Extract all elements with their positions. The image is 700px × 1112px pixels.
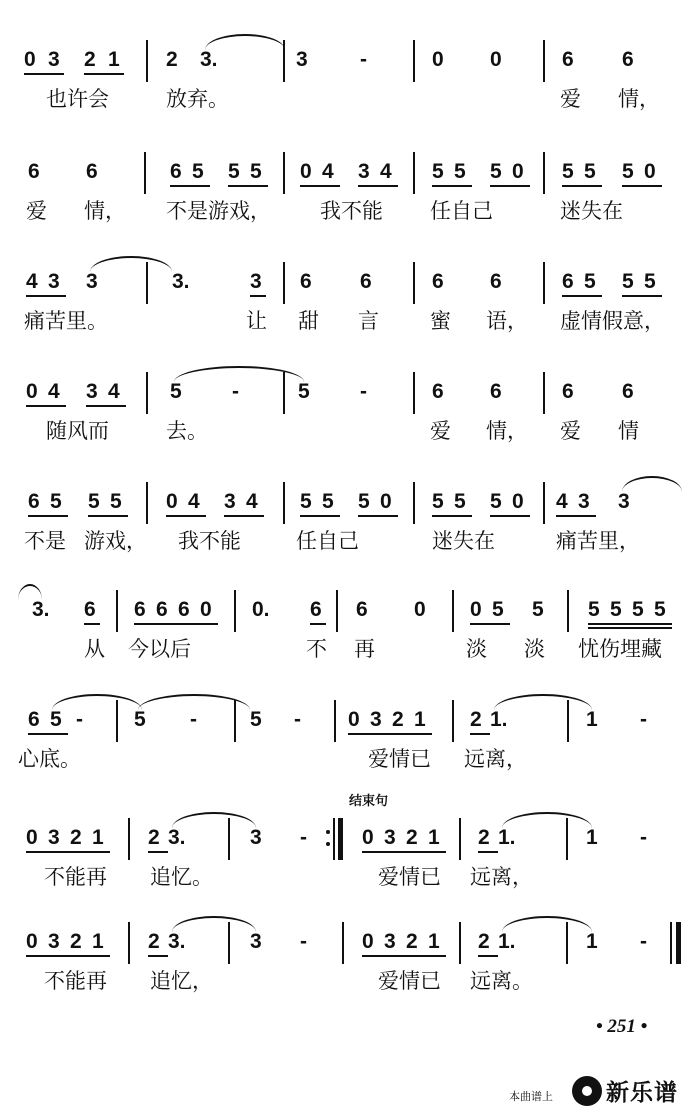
- note: 6: [310, 598, 322, 621]
- lyric-text: 远离。: [470, 969, 533, 993]
- note: 6: [562, 270, 574, 293]
- note: 5: [610, 598, 622, 621]
- note: 2: [166, 48, 178, 71]
- note: 5: [110, 490, 122, 513]
- slur-arc: [18, 584, 42, 600]
- note: 6: [28, 490, 40, 513]
- lyric-text: 迷失在: [432, 529, 495, 553]
- beam-underline: [432, 185, 472, 187]
- note: 1: [92, 826, 104, 849]
- lyric-text: 任自己: [430, 199, 493, 223]
- beam-underline: [478, 955, 498, 957]
- note: 3: [250, 930, 262, 953]
- ending-label: 结束句: [349, 794, 389, 809]
- bar-line: [543, 262, 545, 304]
- slur-arc: [205, 34, 285, 50]
- lyric-text: 从: [84, 637, 105, 661]
- note: 3.: [168, 930, 186, 953]
- note: 3: [618, 490, 630, 513]
- lyric-text: 情，: [84, 199, 126, 223]
- note: 2: [84, 48, 96, 71]
- slur-arc: [502, 812, 592, 828]
- beam-underline: [26, 955, 110, 957]
- bar-line: [234, 590, 236, 632]
- note: 1.: [498, 826, 516, 849]
- bar-line: [413, 372, 415, 414]
- note: 4: [556, 490, 568, 513]
- lyric-text: 蜜: [430, 309, 451, 333]
- note: 5: [322, 490, 334, 513]
- repeat-dot: [326, 842, 330, 846]
- beam-underline: [562, 185, 602, 187]
- lyric-text: 游戏，: [84, 529, 147, 553]
- note: 3: [48, 48, 60, 71]
- note: 3: [250, 826, 262, 849]
- note: -: [640, 930, 647, 953]
- bar-line: [144, 152, 146, 194]
- slur-arc: [90, 256, 172, 272]
- bar-line: [670, 922, 672, 964]
- note: 3: [250, 270, 262, 293]
- bar-line: [543, 372, 545, 414]
- beam-underline: [562, 295, 602, 297]
- page-number: • 251 •: [596, 1016, 648, 1037]
- notation-system: [0, 34, 700, 144]
- beam-underline: [26, 405, 66, 407]
- note: 0: [200, 598, 212, 621]
- note: 5: [170, 380, 182, 403]
- beam-underline: [26, 851, 110, 853]
- lyric-text: 情，: [486, 419, 528, 443]
- beam-underline: [588, 627, 672, 629]
- lyric-text: 爱: [560, 87, 581, 111]
- lyric-text: 远离，: [464, 747, 527, 771]
- note: 1: [586, 930, 598, 953]
- note: 3: [48, 270, 60, 293]
- note: 6: [490, 270, 502, 293]
- note: 5: [622, 270, 634, 293]
- lyric-text: 追忆，: [150, 969, 213, 993]
- bar-line: [413, 152, 415, 194]
- note: 0: [380, 490, 392, 513]
- note: 6: [360, 270, 372, 293]
- note: 4: [108, 380, 120, 403]
- note: 0.: [252, 598, 270, 621]
- note: 6: [432, 270, 444, 293]
- beam-underline: [362, 955, 446, 957]
- beam-underline: [148, 955, 168, 957]
- record-disc-icon: [572, 1076, 602, 1106]
- slur-arc: [138, 694, 250, 710]
- note: -: [360, 48, 367, 71]
- beam-underline: [84, 623, 100, 625]
- logo-text: 新乐谱: [606, 1080, 678, 1106]
- lyric-text: 随风而: [46, 419, 109, 443]
- note: 5: [532, 598, 544, 621]
- bar-line: [413, 482, 415, 524]
- note: 5: [454, 160, 466, 183]
- note: 0: [362, 930, 374, 953]
- note: 6: [170, 160, 182, 183]
- note: 5: [654, 598, 666, 621]
- note: -: [76, 708, 83, 731]
- note: 0: [512, 160, 524, 183]
- note: 6: [178, 598, 190, 621]
- bar-line: [543, 152, 545, 194]
- bar-line: [128, 818, 130, 860]
- note: -: [190, 708, 197, 731]
- lyric-text: 爱情已: [378, 969, 441, 993]
- note: 5: [432, 160, 444, 183]
- note: 3.: [32, 598, 50, 621]
- lyric-text: 心底。: [18, 747, 81, 771]
- note: 2: [470, 708, 482, 731]
- notation-system: [0, 366, 700, 476]
- repeat-bar: [338, 818, 343, 860]
- note: 6: [562, 380, 574, 403]
- beam-underline: [432, 515, 472, 517]
- note: 5: [584, 270, 596, 293]
- note: 1: [586, 826, 598, 849]
- note: 1: [414, 708, 426, 731]
- note: 2: [478, 930, 490, 953]
- bar-line: [128, 922, 130, 964]
- bar-line: [459, 922, 461, 964]
- note: 3: [86, 380, 98, 403]
- lyric-text: 我不能: [320, 199, 383, 223]
- beam-underline: [166, 515, 206, 517]
- lyric-text: 痛苦里。: [24, 309, 108, 333]
- bar-line: [283, 482, 285, 524]
- lyric-text: 爱情已: [368, 747, 431, 771]
- bar-line: [452, 590, 454, 632]
- note: 3: [48, 930, 60, 953]
- beam-underline: [556, 515, 596, 517]
- slur-arc: [174, 366, 304, 382]
- note: 1.: [490, 708, 508, 731]
- beam-underline: [24, 73, 64, 75]
- beam-underline: [88, 515, 128, 517]
- note: 0: [300, 160, 312, 183]
- note: 0: [362, 826, 374, 849]
- beam-underline: [358, 515, 398, 517]
- lyric-text: 情: [618, 419, 639, 443]
- beam-underline: [470, 733, 490, 735]
- note: -: [300, 930, 307, 953]
- note: 5: [250, 708, 262, 731]
- note: 0: [490, 48, 502, 71]
- note: -: [294, 708, 301, 731]
- beam-underline: [622, 295, 662, 297]
- notation-system: [0, 694, 700, 804]
- note: 3: [370, 708, 382, 731]
- lyric-text: 情，: [618, 87, 660, 111]
- note: 3: [48, 826, 60, 849]
- slur-arc: [172, 916, 256, 932]
- note: 6: [622, 380, 634, 403]
- beam-underline: [250, 295, 266, 297]
- note: 0: [470, 598, 482, 621]
- lyric-text: 不: [306, 637, 327, 661]
- bar-line: [452, 700, 454, 742]
- beam-underline: [224, 515, 264, 517]
- lyric-text: 爱: [26, 199, 47, 223]
- note: 6: [300, 270, 312, 293]
- beam-underline: [300, 185, 340, 187]
- beam-underline: [358, 185, 398, 187]
- notation-system: [0, 256, 700, 366]
- note: 3: [358, 160, 370, 183]
- beam-underline: [490, 185, 530, 187]
- bar-line: [283, 152, 285, 194]
- note: 5: [490, 160, 502, 183]
- beam-underline: [86, 405, 126, 407]
- note: 1: [92, 930, 104, 953]
- slur-arc: [52, 694, 142, 710]
- note: 6: [28, 708, 40, 731]
- note: 5: [134, 708, 146, 731]
- note: 0: [26, 380, 38, 403]
- note: 5: [432, 490, 444, 513]
- note: -: [232, 380, 239, 403]
- note: 0: [348, 708, 360, 731]
- lyric-text: 淡: [466, 637, 487, 661]
- beam-underline: [170, 185, 210, 187]
- slur-arc: [622, 476, 682, 492]
- note: 3: [86, 270, 98, 293]
- beam-underline: [470, 623, 510, 625]
- note: 4: [246, 490, 258, 513]
- note: -: [640, 708, 647, 731]
- note: 5: [50, 490, 62, 513]
- lyric-text: 爱: [560, 419, 581, 443]
- bar-line: [334, 700, 336, 742]
- note: 2: [148, 826, 160, 849]
- note: 2: [392, 708, 404, 731]
- beam-underline: [134, 623, 218, 625]
- note: 0: [26, 930, 38, 953]
- note: 2: [406, 930, 418, 953]
- note: 5: [588, 598, 600, 621]
- note: 5: [584, 160, 596, 183]
- beam-underline: [228, 185, 268, 187]
- note: 3.: [168, 826, 186, 849]
- bar-line: [146, 482, 148, 524]
- note: 5: [358, 490, 370, 513]
- note: 6: [490, 380, 502, 403]
- notation-system: [0, 584, 700, 694]
- note: 0: [166, 490, 178, 513]
- bar-line: [283, 262, 285, 304]
- note: 0: [644, 160, 656, 183]
- note: -: [360, 380, 367, 403]
- note: 6: [28, 160, 40, 183]
- beam-underline: [490, 515, 530, 517]
- note: 5: [632, 598, 644, 621]
- note: 1: [428, 826, 440, 849]
- note: 3.: [172, 270, 190, 293]
- bar-line: [567, 590, 569, 632]
- note: 5: [228, 160, 240, 183]
- slur-arc: [494, 694, 592, 710]
- note: 1: [428, 930, 440, 953]
- note: 5: [298, 380, 310, 403]
- note: 5: [644, 270, 656, 293]
- note: 6: [134, 598, 146, 621]
- lyric-text: 让: [246, 309, 267, 333]
- note: -: [640, 826, 647, 849]
- note: 5: [492, 598, 504, 621]
- note: 4: [48, 380, 60, 403]
- note: 5: [300, 490, 312, 513]
- lyric-text: 不能再: [44, 969, 107, 993]
- beam-underline: [26, 295, 66, 297]
- lyric-text: 不是: [24, 529, 66, 553]
- note: 6: [356, 598, 368, 621]
- note: 4: [380, 160, 392, 183]
- note: 2: [70, 930, 82, 953]
- lyric-text: 爱: [430, 419, 451, 443]
- note: 0: [512, 490, 524, 513]
- bar-line: [146, 40, 148, 82]
- note: 6: [562, 48, 574, 71]
- lyric-text: 言: [358, 309, 379, 333]
- beam-underline: [588, 623, 672, 625]
- lyric-text: 痛苦里，: [556, 529, 640, 553]
- beam-underline: [300, 515, 340, 517]
- note: 1: [108, 48, 120, 71]
- note: 6: [622, 48, 634, 71]
- lyric-text: 虚情假意，: [560, 309, 665, 333]
- note: 3: [224, 490, 236, 513]
- bar-line: [116, 590, 118, 632]
- note: 5: [50, 708, 62, 731]
- lyric-text: 再: [354, 637, 375, 661]
- note: 6: [84, 598, 96, 621]
- lyric-text: 不能再: [44, 865, 107, 889]
- note: 4: [322, 160, 334, 183]
- lyric-text: 爱情已: [378, 865, 441, 889]
- note: 5: [454, 490, 466, 513]
- note: 0: [432, 48, 444, 71]
- lyric-text: 也许会: [46, 87, 109, 111]
- note: 0: [26, 826, 38, 849]
- note: 4: [188, 490, 200, 513]
- note: 3: [384, 930, 396, 953]
- beam-underline: [310, 623, 326, 625]
- note: 5: [88, 490, 100, 513]
- lyric-text: 远离，: [470, 865, 533, 889]
- lyric-text: 去。: [166, 419, 208, 443]
- beam-underline: [84, 73, 124, 75]
- beam-underline: [622, 185, 662, 187]
- notation-system: [0, 476, 700, 586]
- lyric-text: 放弃。: [166, 87, 229, 111]
- bar-line: [543, 482, 545, 524]
- bar-line: [146, 372, 148, 414]
- note: 5: [192, 160, 204, 183]
- note: 5: [250, 160, 262, 183]
- notation-system: [0, 916, 700, 1026]
- note: 2: [406, 826, 418, 849]
- beam-underline: [348, 733, 432, 735]
- note: 6: [86, 160, 98, 183]
- note: 0: [414, 598, 426, 621]
- lyric-text: 甜: [298, 309, 319, 333]
- note: 3: [384, 826, 396, 849]
- bar-line: [459, 818, 461, 860]
- note: 0: [24, 48, 36, 71]
- lyric-text: 我不能: [178, 529, 241, 553]
- bar-line: [543, 40, 545, 82]
- note: 6: [432, 380, 444, 403]
- beam-underline: [362, 851, 446, 853]
- beam-underline: [28, 515, 68, 517]
- notation-system: [0, 146, 700, 256]
- beam-underline: [478, 851, 498, 853]
- notation-system: [0, 812, 700, 922]
- beam-underline: [148, 851, 168, 853]
- note: 5: [622, 160, 634, 183]
- note: 2: [148, 930, 160, 953]
- repeat-dot: [326, 830, 330, 834]
- lyric-text: 任自己: [296, 529, 359, 553]
- note: 3: [578, 490, 590, 513]
- note: 3: [296, 48, 308, 71]
- credit-text: 本曲谱上: [509, 1090, 553, 1103]
- bar-line: [413, 40, 415, 82]
- bar-line: [336, 590, 338, 632]
- note: 6: [156, 598, 168, 621]
- note: 3.: [200, 48, 218, 71]
- slur-arc: [502, 916, 592, 932]
- lyric-text: 追忆。: [150, 865, 213, 889]
- note: 2: [70, 826, 82, 849]
- lyric-text: 迷失在: [560, 199, 623, 223]
- slur-arc: [172, 812, 256, 828]
- lyric-text: 今以后: [128, 637, 191, 661]
- bar-line: [413, 262, 415, 304]
- site-logo: [572, 1074, 678, 1107]
- lyric-text: 淡: [524, 637, 545, 661]
- beam-underline: [28, 733, 68, 735]
- bar-line: [342, 922, 344, 964]
- bar-line: [333, 818, 335, 860]
- note: 4: [26, 270, 38, 293]
- note: 1: [586, 708, 598, 731]
- lyric-text: 忧伤埋藏: [578, 637, 662, 661]
- note: 5: [490, 490, 502, 513]
- final-bar: [676, 922, 681, 964]
- lyric-text: 不是游戏，: [166, 199, 271, 223]
- note: 5: [562, 160, 574, 183]
- note: -: [300, 826, 307, 849]
- note: 2: [478, 826, 490, 849]
- note: 1.: [498, 930, 516, 953]
- lyric-text: 语，: [486, 309, 528, 333]
